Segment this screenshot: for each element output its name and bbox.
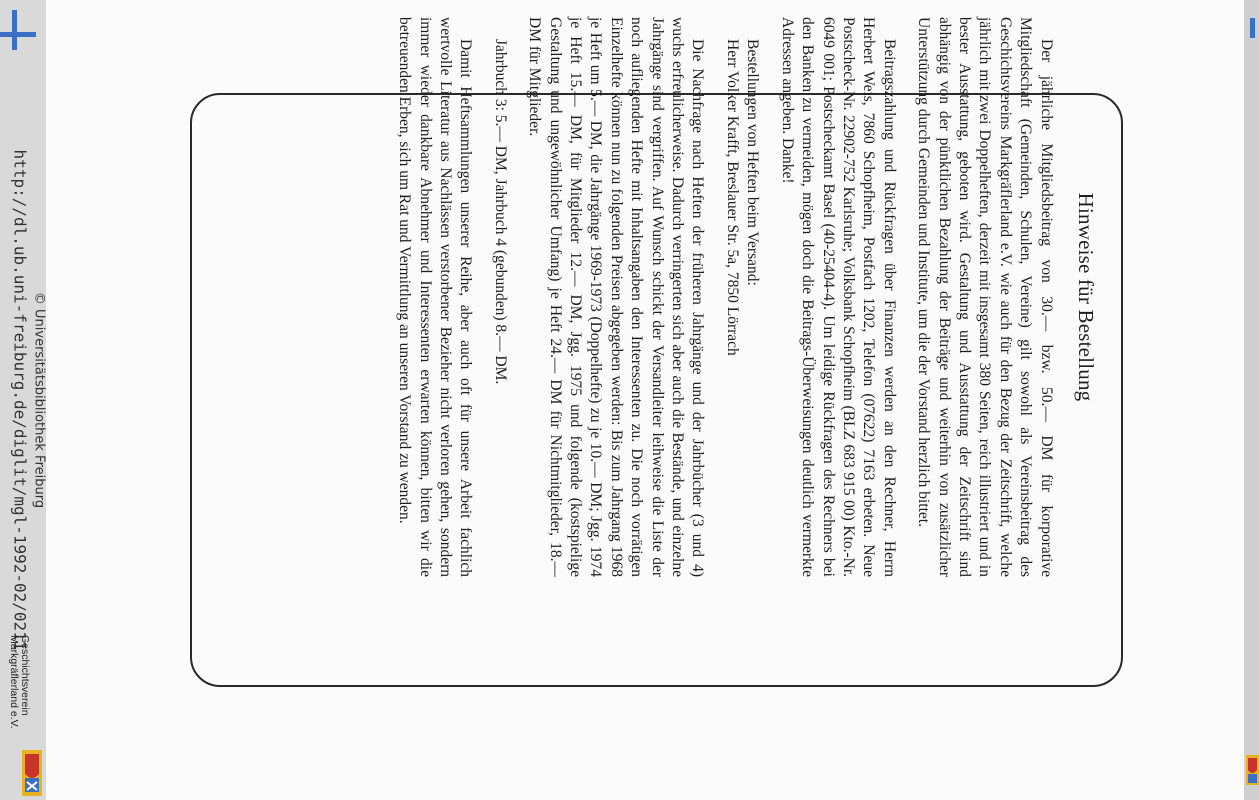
bookmark-marker-icon-right bbox=[1246, 18, 1258, 38]
paragraph-nachfrage: Die Nachfrage nach Heften der früheren Jahrgänge und der Jahrbücher (3 und 4) wuchs erfreulicherweise. Dadurch verringerten sich aber auch die Bestände, und einzelne Jahrgänge sind vergriffen. Auf Wunsch schickt der Versandleiter leihweise die Liste der noch aufliegenden Hefte mit Inhaltsangaben den Interessenten zu. Die noch vorrätigen Einzelhefte können nun zu folgenden Preisen abgegeben werden: Bis zum Jahrgang 1968 je Heft um 5.— DM, die Jahrgänge 1969-1973 (Doppelhefte) zu je 10.— DM; Jgg. 1974 je Heft 15.— DM, für Mitglieder 12.— DM, Jgg. 1975 und folgende (kostspielige Gestaltung und ungewöhnlicher Umfang) je Heft 24.— DM für Nichtmitglieder, 18.— DM für Mitglieder. bbox=[526, 17, 707, 577]
coat-of-arms-logo bbox=[22, 750, 42, 796]
paragraph-heftsammlungen: Damit Heftsammlungen unserer Reihe, aber auch oft für unsere Arbeit fachlich wertvolle Literatur aus Nachlässen verstorbener Bezieher nicht verloren gehen, sondern immer wieder dankbare Abnehmer und Interessenten erwarten können, bitten wir die betreuenden Erben, sich um Rat und Vermittlung an unseren Vorstand zu wenden. bbox=[396, 17, 475, 577]
copyright-notice: © Universitätsbibliothek Freiburg bbox=[31, 291, 47, 509]
bookmark-marker-icon bbox=[0, 10, 40, 50]
versand-address bbox=[722, 39, 763, 577]
publisher-line-1: Geschichtsverein bbox=[19, 635, 31, 716]
document-title: Hinweise für Bestellung bbox=[1074, 192, 1098, 402]
viewer-left-margin bbox=[0, 0, 46, 800]
source-url[interactable]: http://dl.ub.uni-freiburg.de/diglit/mgl-1992-02/0211 bbox=[10, 149, 30, 651]
publisher-line-2: Markgräflerland e.V. bbox=[8, 635, 20, 729]
document-text bbox=[216, 17, 1096, 577]
jahrbuch-prices: Jahrbuch 3: 5.— DM, Jahrbuch 4 (gebunden) 8.— DM. bbox=[491, 39, 509, 385]
coat-of-arms-logo-right bbox=[1246, 755, 1259, 785]
versand-line-1: Bestellungen von Heften beim Versand: bbox=[744, 39, 762, 286]
viewer-right-margin bbox=[1244, 0, 1259, 800]
paragraph-membership: Der jährliche Mitgliedsbeitrag von 30.— bzw. 50.— DM für korporative Mitgliedschaft (Gemeinden, Schulen, Vereine) gilt sowohl als Vereinsbeitrag des Geschichtsvereins Markgräflerland e.V. wie auch für den Bezug der Zeitschrift, welche jährlich mit zwei Doppelheften, derzeit mit insgesamt 380 Seiten, reich illustriert und in bester Ausstattung, geboten wird. Gestaltung und Ausstattung der Zeitschrift sind abhängig von der pünktlichen Bezahlung der Beiträge und weiterhin von zusätzlicher Unterstützung durch Gemeinden und Institute, um die der Vorstand herzlich bittet. bbox=[915, 17, 1055, 577]
publisher-name bbox=[8, 635, 30, 765]
versand-line-2: Herr Volker Krafft, Breslauer Str. 5a, 7850 Lörrach bbox=[723, 39, 741, 356]
paragraph-payment: Beitragszahlung und Rückfragen über Finanzen werden an den Rechner, Herrn Herbert Weis, 7860 Schopfheim, Postfach 1202, Telefon (07622) 7163 erbeten. Neue Postscheck-Nr. 22902-752 Karlsruhe; Volksbank Schopfheim (BLZ 683 915 00) Kto.-Nr. 6049 001; Postscheckamt Basel (40-25404-4). Um leidige Rückfragen des Rechners bei den Banken zu vermeiden, mögen doch die Beitrags-Überweisungen deutlich vermerkte Adressen angeben. Danke! bbox=[778, 17, 898, 577]
